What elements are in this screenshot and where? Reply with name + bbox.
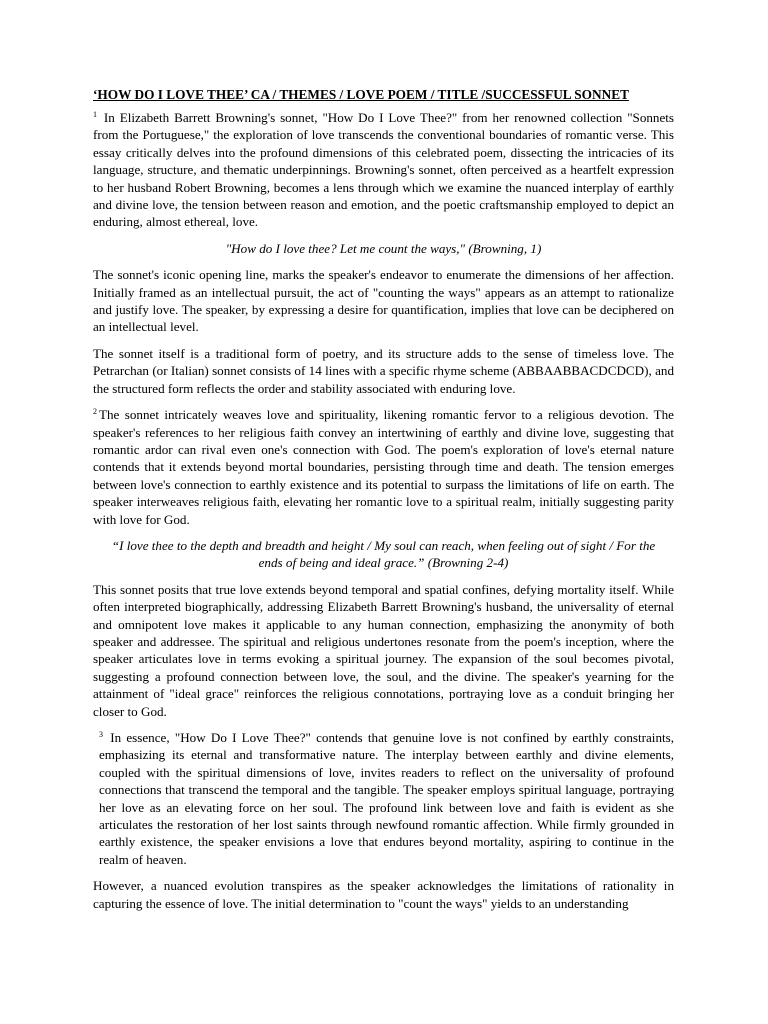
paragraph-1 <box>93 109 674 231</box>
quote-1: "How do I love thee? Let me count the ways," (Browning, 1) <box>225 240 542 256</box>
paragraph-3: The sonnet itself is a traditional form of poetry, and its structure adds to the sense of timeless love. The Petrarchan (or Italian) sonnet consists of 14 lines with a specific rhyme scheme (ABBAABBACDCDCD), and the structured form reflects the order and stability associated with enduring love. <box>93 345 674 396</box>
footnote-marker-3: 3 <box>99 729 103 739</box>
paragraph-7: However, a nuanced evolution transpires as the speaker acknowledges the limitations of rationality in capturing the essence of love. The initial determination to "count the ways" yields to an understanding <box>93 878 674 911</box>
document-page <box>93 87 674 921</box>
footnote-marker-2: 2 <box>93 406 97 416</box>
paragraph-4 <box>93 406 674 528</box>
paragraph-4-text: The sonnet intricately weaves love and spirituality, likening romantic fervor to a religious devotion. The speaker's references to her religious faith convey an intertwining of earthly and divine love, suggesting that romantic ardor can rival even one's connection with God. The poem's exploration of love's eternal nature contends that it extends beyond mortal boundaries, persisting through time and death. The tension emerges between love's connection to earthly existence and its potential to surpass the limitations of life on earth. The speaker interweaves religious faith, elevating her romantic love to a spiritual realm, initially suggesting parity with love for God. <box>93 407 674 527</box>
paragraph-6 <box>93 729 674 868</box>
quote-2: “I love thee to the depth and breadth and height / My soul can reach, when feeling out of sight / For the ends of being and ideal grace.” (Browning 2-4) <box>111 537 656 571</box>
paragraph-2: The sonnet's iconic opening line, marks the speaker's endeavor to enumerate the dimensions of her affection. Initially framed as an intellectual pursuit, the act of "counting the ways" appears as an attempt to rationalize and justify love. The speaker, by expressing a desire for quantification, implies that love can be deciphered on an intellectual level. <box>93 267 674 335</box>
paragraph-6-text: In essence, "How Do I Love Thee?" contends that genuine love is not confined by earthly constraints, emphasizing its eternal and transformative nature. The interplay between earthly and divine elements, coupled with the spiritual dimensions of love, invites readers to reflect on the universality of profound connections that transcend the temporal and the tangible. The speaker employs spiritual language, portraying her love as an elevating force on her soul. The profound link between love and faith is evident as she articulates the restoration of her lost saints through newfound romantic affection. While firmly grounded in earthly existence, the speaker envisions a love that endures beyond mortality, aspiring to continue in the realm of heaven. <box>99 730 675 867</box>
title-wrap <box>93 87 674 103</box>
footnote-marker-1: 1 <box>93 109 97 119</box>
paragraph-5: This sonnet posits that true love extends beyond temporal and spatial confines, defying mortality itself. While often interpreted biographically, addressing Elizabeth Barrett Browning's husband, the universality of eternal and omnipotent love makes it applicable to any human connection, emphasizing the anonymity of both speaker and addressee. The spiritual and religious undertones resonate from the poem's inception, where the speaker articulates love in terms evoking a spiritual journey. The expansion of the soul becomes pivotal, suggesting a profound connection between love, the soul, and the divine. The speaker's yearning for the attainment of "ideal grace" reinforces the religious connotations, portraying love as a conduit bringing her closer to God. <box>93 581 674 719</box>
document-title: ‘HOW DO I LOVE THEE’ CA / THEMES / LOVE POEM / TITLE /SUCCESSFUL SONNET <box>93 87 629 102</box>
paragraph-1-text: In Elizabeth Barrett Browning's sonnet, "How Do I Love Thee?" from her renowned collection "Sonnets from the Portuguese," the exploration of love transcends the conventional boundaries of romantic verse. This essay critically delves into the profound dimensions of this celebrated poem, dissecting the intricacies of its language, structure, and thematic underpinnings. Browning's sonnet, often perceived as a heartfelt expression to her husband Robert Browning, becomes a lens through which we examine the nuanced interplay of earthly and divine love, the tension between reason and emotion, and the poetic craftsmanship employed to depict an enduring, almost ethereal, love. <box>93 110 675 230</box>
